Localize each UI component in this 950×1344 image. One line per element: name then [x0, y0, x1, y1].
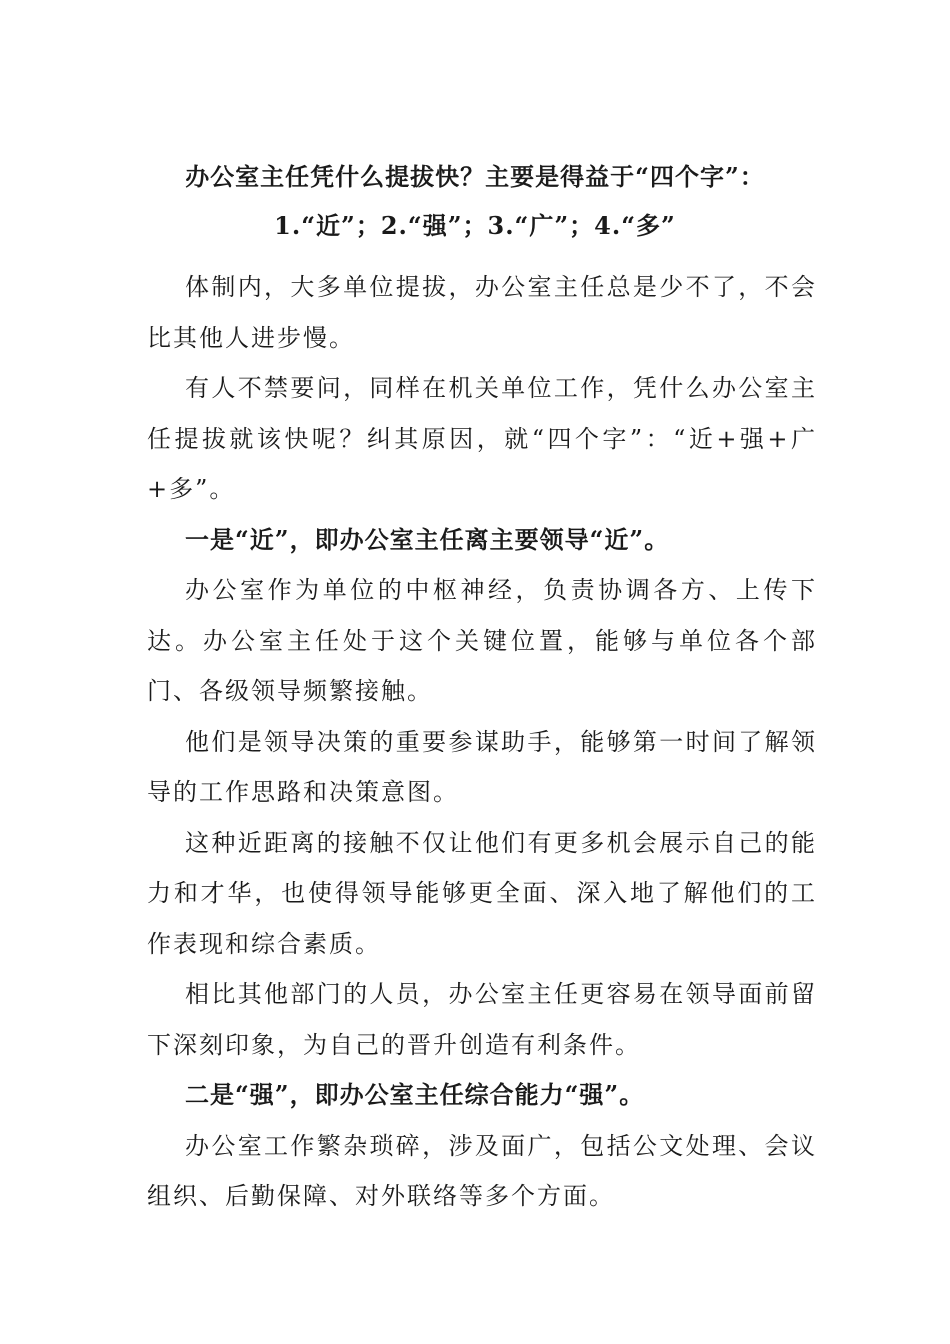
paragraph: 体制内，大多单位提拔，办公室主任总是少不了，不会比其他人进步慢。 [147, 273, 817, 352]
section-heading: 二是“强”，即办公室主任综合能力“强”。 [185, 1080, 645, 1109]
document-body [147, 262, 817, 1222]
paragraph: 相比其他部门的人员，办公室主任更容易在领导面前留下深刻印象，为自己的晋升创造有利条件。 [147, 980, 817, 1059]
paragraph: 他们是领导决策的重要参谋助手，能够第一时间了解领导的工作思路和决策意图。 [147, 727, 817, 806]
section-heading: 一是“近”，即办公室主任离主要领导“近”。 [185, 524, 670, 554]
document-title-line-1: 办公室主任凭什么提拔快？主要是得益于“四个字”： [185, 162, 765, 191]
paragraph: 有人不禁要问，同样在机关单位工作，凭什么办公室主任提拔就该快呢？纠其原因，就“四个字”：“近+强+广+多”。 [147, 374, 817, 503]
paragraph: 办公室作为单位的中枢神经，负责协调各方、上传下达。办公室主任处于这个关键位置，能够与单位各个部门、各级领导频繁接触。 [147, 576, 817, 705]
document-title-line-2: 1.“近”；2.“强”；3.“广”；4.“多” [274, 211, 676, 240]
paragraph: 这种近距离的接触不仅让他们有更多机会展示自己的能力和才华，也使得领导能够更全面、深入地了解他们的工作表现和综合素质。 [147, 828, 817, 958]
paragraph: 办公室工作繁杂琐碎，涉及面广，包括公文处理、会议组织、后勤保障、对外联络等多个方面。 [147, 1131, 817, 1210]
